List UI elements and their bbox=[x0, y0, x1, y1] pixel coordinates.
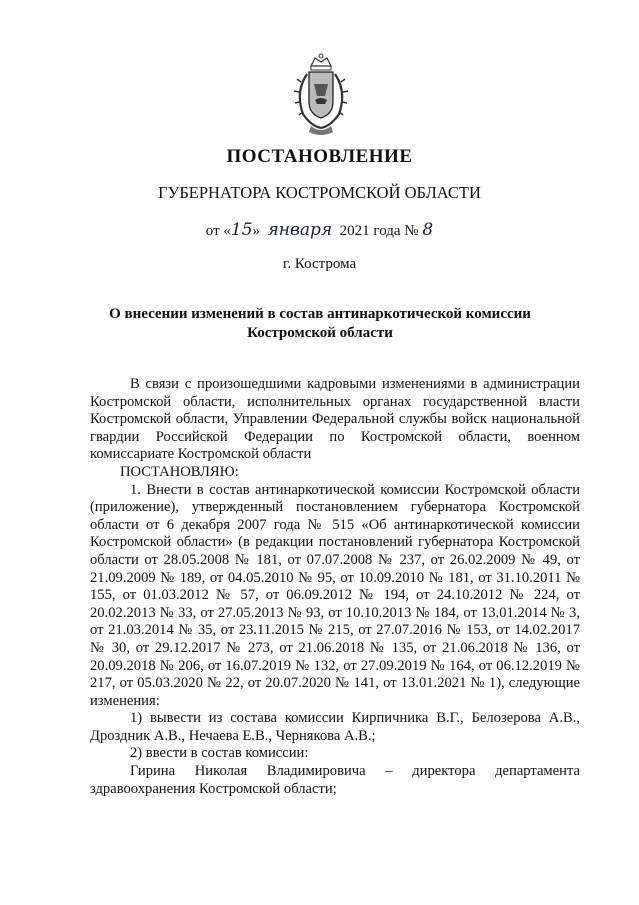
date-day: 15 bbox=[230, 220, 253, 240]
document-number: 8 bbox=[422, 220, 434, 240]
coat-of-arms-icon bbox=[289, 52, 353, 138]
paragraph-item-1: 1. Внести в состав антинаркотической комиссии Костромской области (приложение), утвержденный постановлением губернатора Костромской области от 6 декабря 2007 года № 515 «Об антинаркотической комиссии Костромской области» (в редакции постановлений губернатора Костромской области от 28.05.2008 № 181, от 07.07.2008 № 237, от 26.02.2009 № 49, от 21.09.2009 № 189, от 04.05.2010 № 95, от 10.09.2010 № 181, от 31.10.2011 № 155, от 01.03.2012 № 57, от 06.09.2012 № 194, от 24.10.2012 № 224, от 20.02.2013 № 33, от 27.05.2013 № 93, от 10.10.2013 № 184, от 13.01.2014 № 3, от 21.03.2014 № 35, от 23.11.2015 № 215, от 27.07.2016 № 153, от 14.02.2017 № 30, от 29.12.2017 № 273, от 21.06.2018 № 135, от 21.06.2018 № 136, от 20.09.2018 № 206, от 16.07.2019 № 132, от 27.09.2019 № 164, от 06.12.2019 № 217, от 05.03.2020 № 22, от 20.07.2020 № 141, от 13.01.2021 № 1), следующие изменения: bbox=[90, 481, 580, 709]
document-heading bbox=[90, 305, 550, 343]
paragraph-resolve: ПОСТАНОВЛЯЮ: bbox=[120, 463, 239, 480]
document-title: ПОСТАНОВЛЕНИЕ bbox=[226, 146, 413, 167]
city: г. Кострома bbox=[282, 256, 357, 272]
date-month: января bbox=[267, 220, 333, 240]
date-mid: » bbox=[252, 223, 261, 239]
heading-line-2: Костромской области bbox=[247, 325, 393, 341]
date-line bbox=[0, 220, 639, 240]
paragraph-member: Гирина Николая Владимировича – директора департамента здравоохранения Костромской области; bbox=[90, 763, 580, 797]
paragraph-subitem-1: 1) вывести из состава комиссии Кирпичника В.Г., Белозерова А.В., Дроздник А.В., Нечаева Е.В., Чернякова А.В.; bbox=[90, 710, 580, 744]
paragraph-preamble: В связи с произошедшими кадровыми изменениями в администрации Костромской области, исполнительных органах государственной власти Костромской области, Управлении Федеральной службы войск национальной гвардии Российской Федерации по Костромской области, военном комиссариате Костромской области bbox=[90, 376, 580, 463]
document-subtitle: ГУБЕРНАТОРА КОСТРОМСКОЙ ОБЛАСТИ bbox=[158, 183, 481, 202]
heading-line-1: О внесении изменений в состав антинаркотической комиссии bbox=[109, 306, 531, 322]
date-year: 2021 года № bbox=[339, 223, 419, 239]
document-body bbox=[90, 376, 580, 798]
date-prefix: от « bbox=[205, 223, 231, 239]
paragraph-subitem-2: 2) ввести в состав комиссии: bbox=[130, 745, 309, 762]
